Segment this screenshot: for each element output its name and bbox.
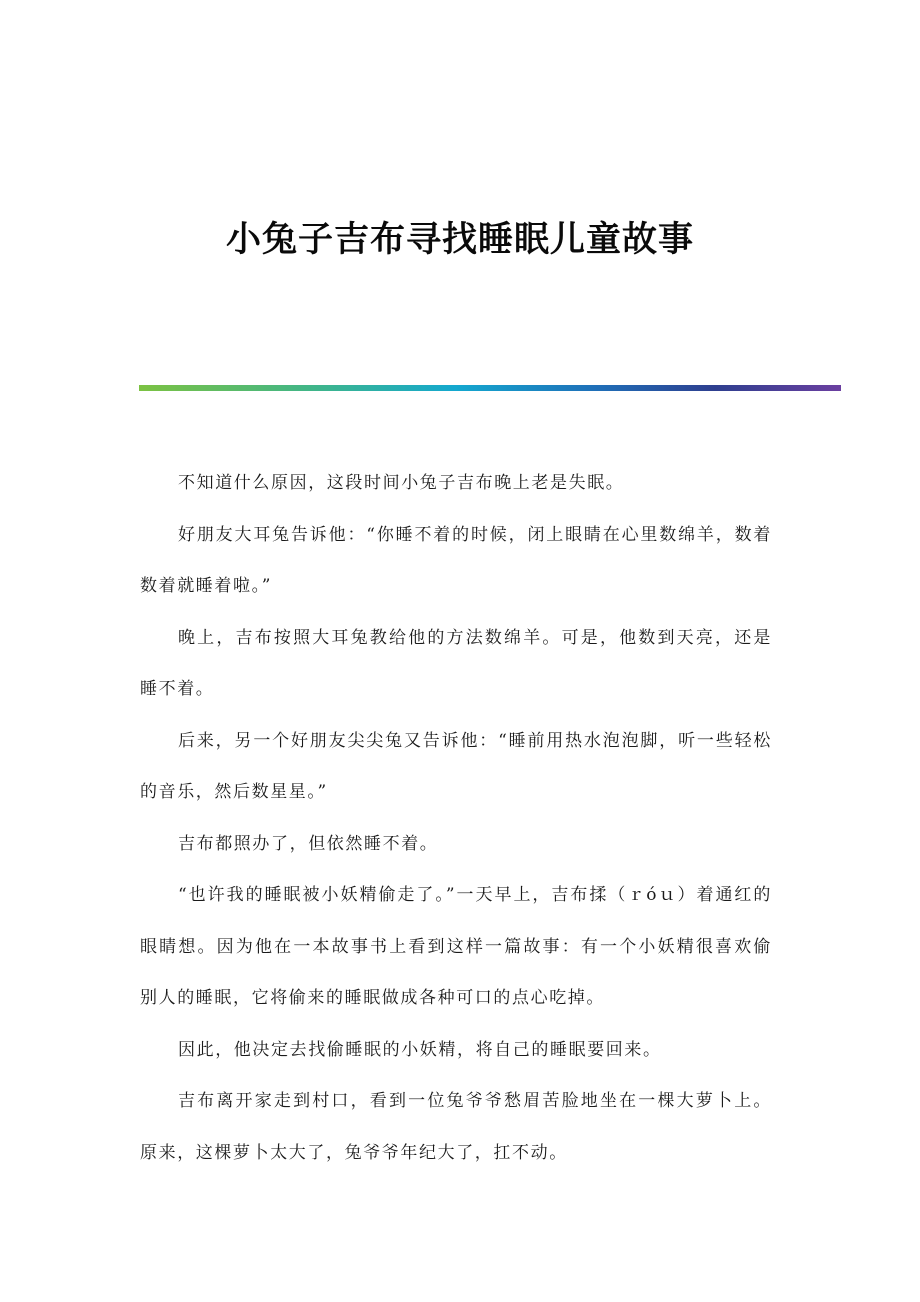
story-paragraph: 晚上，吉布按照大耳兔教给他的方法数绵羊。可是，他数到天亮，还是睡不着。 [140,627,772,699]
story-paragraph: 吉布都照办了，但依然睡不着。 [178,833,439,854]
story-paragraph: 因此，他决定去找偷睡眠的小妖精，将自己的睡眠要回来。 [178,1039,662,1060]
story-paragraph: 后来，另一个好朋友尖尖兔又告诉他：“睡前用热水泡泡脚，听一些轻松的音乐，然后数星星。” [140,730,772,802]
story-paragraph: “也许我的睡眠被小妖精偷走了。”一天早上，吉布揉（ｒóｕ）着通红的眼睛想。因为他在一本故事书上看到这样一篇故事：有一个小妖精很喜欢偷别人的睡眠，它将偷来的睡眠做成各种可口的点心吃掉。 [140,885,772,1008]
document-title: 小兔子吉布寻找睡眠儿童故事 [225,220,694,260]
story-paragraph: 好朋友大耳兔告诉他：“你睡不着的时候，闭上眼睛在心里数绵羊，数着数着就睡着啦。” [140,524,772,596]
story-paragraph: 吉布离开家走到村口，看到一位兔爷爷愁眉苦脸地坐在一棵大萝卜上。原来，这棵萝卜太大了，兔爷爷年纪大了，扛不动。 [140,1091,772,1163]
story-body [140,458,772,1179]
gradient-divider [139,385,841,391]
story-paragraph: 不知道什么原因，这段时间小兔子吉布晚上老是失眠。 [178,473,625,493]
